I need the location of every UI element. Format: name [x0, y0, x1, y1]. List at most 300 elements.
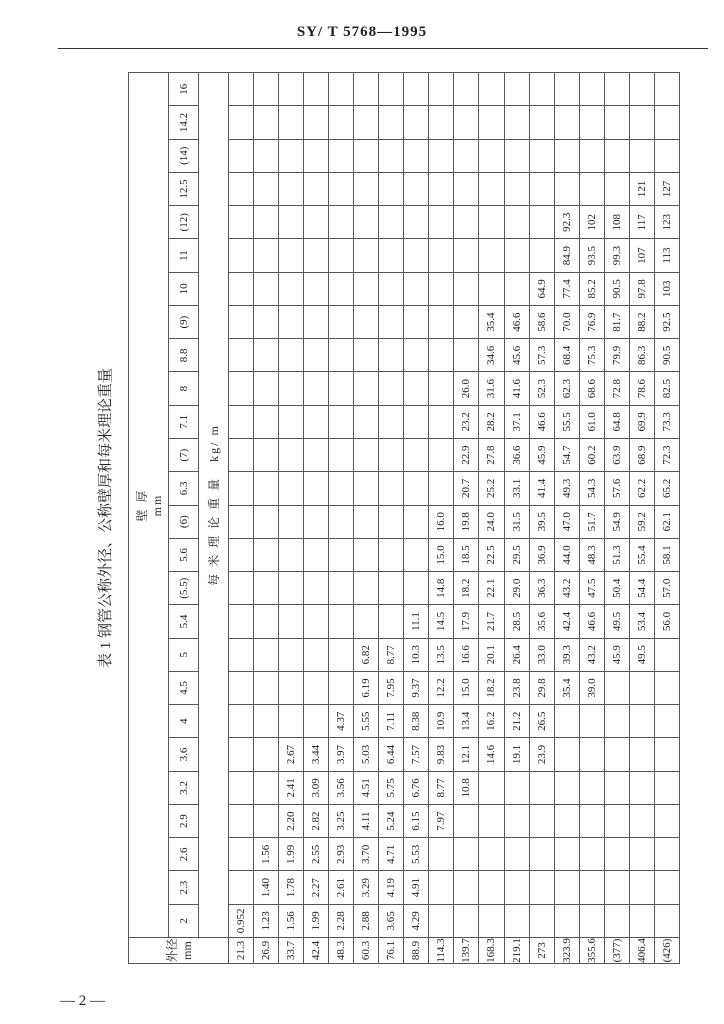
mass-label: 每 米 理 论 重 量: [207, 476, 221, 586]
weight-cell: [629, 771, 654, 804]
weight-cell: [304, 705, 329, 738]
weight-cell: [279, 73, 304, 106]
weight-cell: [479, 904, 504, 937]
weight-cell: [229, 871, 254, 904]
weight-cell: [279, 505, 304, 538]
weight-cell: 59.2: [629, 505, 654, 538]
weight-cell: 18.2: [479, 671, 504, 704]
weight-cell: 8.77: [379, 638, 404, 671]
weight-cell: [279, 638, 304, 671]
weight-cell: [329, 505, 354, 538]
weight-cell: 113: [654, 239, 679, 272]
weight-cell: [404, 106, 429, 139]
weight-cell: 21.2: [504, 705, 529, 738]
weight-cell: [604, 804, 629, 837]
weight-cell: [429, 73, 454, 106]
weight-cell: 15.0: [429, 538, 454, 571]
weight-cell: [229, 505, 254, 538]
weight-cell: 93.5: [579, 239, 604, 272]
wall-thickness-value: (9): [169, 305, 199, 338]
wall-thickness-value: 3.6: [169, 738, 199, 771]
weight-cell: [654, 738, 679, 771]
weight-cell: [279, 339, 304, 372]
weight-cell: [279, 439, 304, 472]
weight-cell: [279, 572, 304, 605]
weight-cell: 54.4: [629, 572, 654, 605]
od-value: 139.7: [454, 938, 479, 964]
wall-thickness-header: [129, 73, 169, 938]
weight-cell: [329, 73, 354, 106]
weight-cell: 53.4: [629, 605, 654, 638]
weight-cell: 3.09: [304, 771, 329, 804]
table-row: [379, 73, 404, 964]
weight-cell: 2.67: [279, 738, 304, 771]
weight-cell: [304, 339, 329, 372]
wall-thickness-value: 12.5: [169, 172, 199, 205]
table-row: [579, 73, 604, 964]
weight-cell: [229, 405, 254, 438]
weight-cell: 68.4: [554, 339, 579, 372]
weight-cell: [604, 738, 629, 771]
weight-cell: 8.77: [429, 771, 454, 804]
weight-cell: 6.15: [404, 804, 429, 837]
weight-cell: [654, 804, 679, 837]
weight-cell: 39.0: [579, 671, 604, 704]
weight-cell: 1.23: [254, 904, 279, 937]
weight-cell: [404, 139, 429, 172]
weight-cell: [504, 804, 529, 837]
weight-cell: [479, 206, 504, 239]
weight-cell: [329, 605, 354, 638]
weight-cell: 2.88: [354, 904, 379, 937]
weight-cell: 76.9: [579, 305, 604, 338]
weight-cell: [604, 771, 629, 804]
weight-cell: [429, 439, 454, 472]
weight-cell: [379, 206, 404, 239]
weight-cell: 44.0: [554, 538, 579, 571]
weight-cell: 62.3: [554, 372, 579, 405]
weight-cell: [529, 73, 554, 106]
weight-cell: 84.9: [554, 239, 579, 272]
weight-cell: [254, 505, 279, 538]
weight-cell: [629, 838, 654, 871]
weight-cell: [279, 172, 304, 205]
weight-cell: [529, 804, 554, 837]
weight-cell: [579, 838, 604, 871]
weight-cell: [329, 572, 354, 605]
weight-cell: 22.9: [454, 439, 479, 472]
weight-cell: 41.6: [504, 372, 529, 405]
weight-cell: 18.2: [454, 572, 479, 605]
weight-cell: 28.2: [479, 405, 504, 438]
weight-cell: 6.19: [354, 671, 379, 704]
weight-cell: [379, 505, 404, 538]
weight-cell: 63.9: [604, 439, 629, 472]
wall-thickness-value: 2: [169, 904, 199, 937]
weight-cell: [354, 73, 379, 106]
weight-cell: [654, 139, 679, 172]
weight-cell: [579, 106, 604, 139]
weight-cell: [554, 106, 579, 139]
weight-cell: [254, 372, 279, 405]
weight-cell: 35.6: [529, 605, 554, 638]
weight-cell: [429, 472, 454, 505]
weight-cell: 2.82: [304, 804, 329, 837]
weight-cell: 16.6: [454, 638, 479, 671]
wall-thickness-value: 2.3: [169, 871, 199, 904]
wall-thickness-value: 16: [169, 73, 199, 106]
weight-cell: [454, 272, 479, 305]
od-unit: mm: [179, 941, 194, 960]
weight-cell: 35.4: [554, 671, 579, 704]
wall-thickness-value: 6.3: [169, 472, 199, 505]
weight-cell: 52.3: [529, 372, 554, 405]
table-row: [429, 73, 454, 964]
weight-cell: [529, 871, 554, 904]
weight-cell: [429, 339, 454, 372]
weight-cell: 25.2: [479, 472, 504, 505]
weight-cell: [504, 139, 529, 172]
table-row: [554, 73, 579, 964]
weight-cell: [404, 472, 429, 505]
wall-thickness-value: 11: [169, 239, 199, 272]
header-rule: [58, 48, 708, 49]
weight-cell: 27.8: [479, 439, 504, 472]
weight-cell: [504, 272, 529, 305]
weight-cell: [529, 904, 554, 937]
weight-cell: [479, 871, 504, 904]
weight-cell: [504, 771, 529, 804]
weight-cell: [454, 904, 479, 937]
od-value: 114.3: [429, 938, 454, 964]
weight-cell: 47.0: [554, 505, 579, 538]
weight-cell: [304, 206, 329, 239]
weight-cell: 11.1: [404, 605, 429, 638]
wall-thickness-value: 5.6: [169, 538, 199, 571]
weight-cell: 51.7: [579, 505, 604, 538]
weight-cell: [229, 472, 254, 505]
weight-cell: 54.7: [554, 439, 579, 472]
table-row: [529, 73, 554, 964]
weight-cell: [604, 106, 629, 139]
weight-cell: [529, 838, 554, 871]
weight-cell: [354, 305, 379, 338]
table-row: [604, 73, 629, 964]
weight-cell: 23.9: [529, 738, 554, 771]
weight-cell: 99.3: [604, 239, 629, 272]
weight-cell: [429, 904, 454, 937]
weight-cell: [279, 206, 304, 239]
wall-thickness-value: 4.5: [169, 671, 199, 704]
weight-cell: 1.56: [254, 838, 279, 871]
weight-cell: [404, 172, 429, 205]
weight-cell: [429, 239, 454, 272]
weight-cell: 57.0: [654, 572, 679, 605]
weight-cell: [254, 405, 279, 438]
weight-cell: [454, 139, 479, 172]
wall-thickness-value: 8: [169, 372, 199, 405]
weight-cell: [229, 305, 254, 338]
weight-cell: 2.28: [329, 904, 354, 937]
od-value: 60.3: [354, 938, 379, 964]
weight-cell: [654, 771, 679, 804]
weight-cell: 2.20: [279, 804, 304, 837]
weight-cell: [554, 73, 579, 106]
weight-cell: [479, 106, 504, 139]
weight-cell: [429, 172, 454, 205]
weight-cell: [579, 804, 604, 837]
weight-cell: 3.25: [329, 804, 354, 837]
table-row: [654, 73, 679, 964]
weight-cell: 31.6: [479, 372, 504, 405]
weight-cell: 4.71: [379, 838, 404, 871]
weight-cell: 58.6: [529, 305, 554, 338]
weight-cell: [279, 305, 304, 338]
page-number: — 2 —: [60, 993, 105, 1009]
weight-cell: 4.91: [404, 871, 429, 904]
weight-cell: [304, 172, 329, 205]
od-header-cell: [129, 938, 229, 964]
weight-cell: 1.56: [279, 904, 304, 937]
weight-cell: 102: [579, 206, 604, 239]
weight-cell: [279, 139, 304, 172]
weight-cell: [329, 339, 354, 372]
weight-cell: 121: [629, 172, 654, 205]
weight-cell: 45.9: [529, 439, 554, 472]
weight-cell: 3.70: [354, 838, 379, 871]
weight-cell: [379, 472, 404, 505]
weight-cell: [479, 771, 504, 804]
weight-cell: 56.0: [654, 605, 679, 638]
weight-cell: [504, 904, 529, 937]
od-value: 33.7: [279, 938, 304, 964]
weight-cell: [479, 838, 504, 871]
weight-cell: 92.5: [654, 305, 679, 338]
weight-cell: [454, 172, 479, 205]
weight-cell: [629, 705, 654, 738]
od-value: 42.4: [304, 938, 329, 964]
weight-cell: [454, 106, 479, 139]
weight-cell: [254, 638, 279, 671]
weight-cell: [329, 239, 354, 272]
weight-cell: [329, 638, 354, 671]
weight-cell: [379, 572, 404, 605]
od-value: 323.9: [554, 938, 579, 964]
weight-cell: 36.3: [529, 572, 554, 605]
weight-cell: [304, 671, 329, 704]
weight-cell: 15.0: [454, 671, 479, 704]
weight-cell: 33.1: [504, 472, 529, 505]
weight-cell: 5.55: [354, 705, 379, 738]
weight-cell: 14.5: [429, 605, 454, 638]
weight-cell: [604, 705, 629, 738]
weight-cell: [379, 139, 404, 172]
od-value: 76.1: [379, 938, 404, 964]
weight-cell: 86.3: [629, 339, 654, 372]
weight-cell: [229, 272, 254, 305]
weight-cell: [229, 738, 254, 771]
weight-cell: 13.4: [454, 705, 479, 738]
table-row: [404, 73, 429, 964]
weight-cell: [229, 106, 254, 139]
weight-cell: 10.9: [429, 705, 454, 738]
weight-cell: 78.6: [629, 372, 654, 405]
weight-cell: [279, 705, 304, 738]
weight-cell: 50.4: [604, 572, 629, 605]
weight-cell: 1.78: [279, 871, 304, 904]
weight-cell: [604, 871, 629, 904]
weight-cell: 17.9: [454, 605, 479, 638]
weight-cell: 23.8: [504, 671, 529, 704]
weight-cell: [229, 605, 254, 638]
weight-cell: 29.8: [529, 671, 554, 704]
weight-cell: 46.6: [504, 305, 529, 338]
weight-cell: [629, 738, 654, 771]
weight-cell: 70.0: [554, 305, 579, 338]
weight-cell: 54.9: [604, 505, 629, 538]
weight-cell: [629, 139, 654, 172]
weight-cell: [454, 871, 479, 904]
weight-cell: 8.38: [404, 705, 429, 738]
weight-cell: 36.6: [504, 439, 529, 472]
weight-cell: [379, 439, 404, 472]
weight-cell: 6.82: [354, 638, 379, 671]
od-value: 21.3: [229, 938, 254, 964]
weight-cell: [279, 538, 304, 571]
weight-cell: [229, 671, 254, 704]
weight-cell: [454, 239, 479, 272]
weight-cell: 12.2: [429, 671, 454, 704]
table-row: [229, 73, 254, 964]
weight-cell: [404, 272, 429, 305]
weight-cell: [604, 671, 629, 704]
weight-cell: 1.40: [254, 871, 279, 904]
weight-cell: [304, 605, 329, 638]
weight-cell: [429, 206, 454, 239]
weight-cell: 7.57: [404, 738, 429, 771]
weight-cell: [229, 538, 254, 571]
weight-cell: 42.4: [554, 605, 579, 638]
table-row: [479, 73, 504, 964]
weight-cell: [254, 771, 279, 804]
rotated-table-block: [88, 72, 680, 964]
weight-cell: [629, 904, 654, 937]
weight-cell: 107: [629, 239, 654, 272]
weight-cell: 43.2: [579, 638, 604, 671]
weight-cell: 12.1: [454, 738, 479, 771]
weight-cell: [629, 73, 654, 106]
od-value: 273: [529, 938, 554, 964]
weight-cell: 57.3: [529, 339, 554, 372]
weight-cell: [379, 339, 404, 372]
weight-cell: 72.8: [604, 372, 629, 405]
weight-cell: 9.37: [404, 671, 429, 704]
weight-cell: [329, 372, 354, 405]
weight-cell: [404, 372, 429, 405]
weight-cell: [379, 605, 404, 638]
weight-cell: [529, 172, 554, 205]
table-row: [329, 73, 354, 964]
weight-cell: 49.5: [629, 638, 654, 671]
wall-thickness-unit: mm: [149, 493, 164, 517]
weight-cell: [329, 272, 354, 305]
weight-cell: 85.2: [579, 272, 604, 305]
weight-cell: [229, 372, 254, 405]
weight-cell: [229, 771, 254, 804]
od-value: 48.3: [329, 938, 354, 964]
weight-cell: 14.6: [479, 738, 504, 771]
weight-cell: 5.24: [379, 804, 404, 837]
weight-cell: [329, 671, 354, 704]
weight-cell: [504, 871, 529, 904]
weight-cell: [304, 572, 329, 605]
weight-cell: 9.83: [429, 738, 454, 771]
weight-cell: 55.5: [554, 405, 579, 438]
weight-cell: [404, 538, 429, 571]
od-value: 88.9: [404, 938, 429, 964]
weight-cell: [354, 605, 379, 638]
weight-cell: [304, 538, 329, 571]
page-header: SY/ T 5768—1995: [296, 24, 428, 40]
weight-cell: [504, 172, 529, 205]
weight-cell: 58.1: [654, 538, 679, 571]
weight-cell: [254, 572, 279, 605]
weight-cell: [529, 206, 554, 239]
weight-cell: [329, 405, 354, 438]
weight-cell: [379, 272, 404, 305]
weight-cell: [304, 405, 329, 438]
weight-cell: [354, 472, 379, 505]
weight-cell: 61.0: [579, 405, 604, 438]
weight-cell: [554, 172, 579, 205]
weight-cell: [304, 139, 329, 172]
weight-cell: [429, 106, 454, 139]
od-value: 355.6: [579, 938, 604, 964]
weight-cell: [654, 106, 679, 139]
table-row: [629, 73, 654, 964]
weight-cell: 22.1: [479, 572, 504, 605]
weight-cell: [429, 838, 454, 871]
weight-cell: [329, 305, 354, 338]
weight-cell: 48.3: [579, 538, 604, 571]
weight-cell: 16.2: [479, 705, 504, 738]
weight-cell: [379, 172, 404, 205]
weight-cell: [254, 538, 279, 571]
weight-cell: 7.95: [379, 671, 404, 704]
weight-cell: [629, 106, 654, 139]
weight-cell: [304, 239, 329, 272]
weight-cell: [579, 705, 604, 738]
wall-thickness-value: (12): [169, 206, 199, 239]
weight-cell: 65.2: [654, 472, 679, 505]
weight-cell: [604, 904, 629, 937]
weight-cell: [354, 139, 379, 172]
weight-cell: [604, 73, 629, 106]
weight-cell: [279, 671, 304, 704]
weight-cell: [304, 372, 329, 405]
weight-cell: [254, 439, 279, 472]
weight-cell: [529, 139, 554, 172]
weight-cell: [429, 405, 454, 438]
weight-cell: [554, 804, 579, 837]
weight-cell: [379, 106, 404, 139]
weight-cell: [404, 405, 429, 438]
weight-cell: 4.37: [329, 705, 354, 738]
weight-cell: [654, 638, 679, 671]
weight-cell: 81.7: [604, 305, 629, 338]
table-row: [279, 73, 304, 964]
weight-cell: 4.19: [379, 871, 404, 904]
